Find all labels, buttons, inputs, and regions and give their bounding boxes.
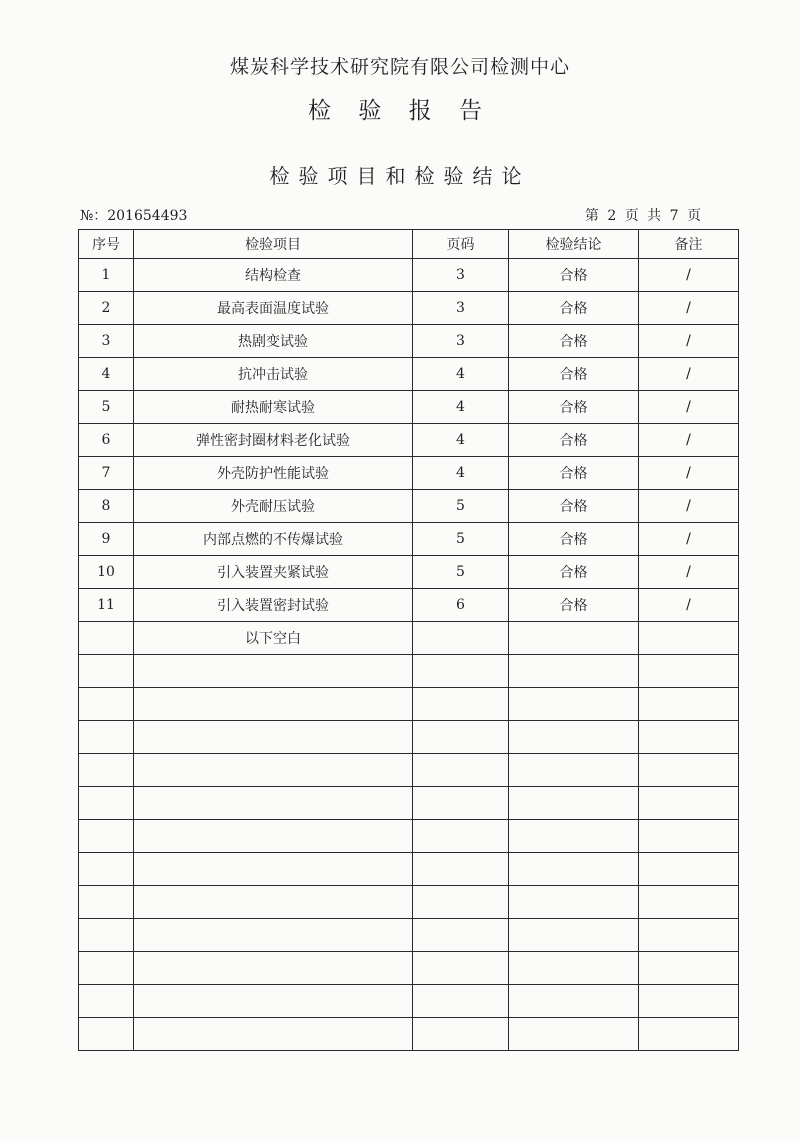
empty-cell	[79, 688, 134, 721]
empty-table-row	[79, 820, 739, 853]
seq-cell: 6	[79, 424, 134, 457]
page-cell: 4	[413, 457, 509, 490]
empty-cell	[413, 820, 509, 853]
remark-cell: /	[639, 589, 739, 622]
empty-cell	[639, 952, 739, 985]
seq-cell: 3	[79, 325, 134, 358]
empty-cell	[509, 919, 639, 952]
header-remark: 备注	[639, 230, 739, 259]
conclusion-cell: 合格	[509, 358, 639, 391]
page-cell: 5	[413, 523, 509, 556]
seq-cell: 5	[79, 391, 134, 424]
empty-cell	[639, 721, 739, 754]
item-cell: 外壳防护性能试验	[134, 457, 413, 490]
empty-cell	[413, 985, 509, 1018]
conclusion-cell	[509, 622, 639, 655]
page-cell: 4	[413, 391, 509, 424]
page-count: 第 2 页 共 7 页	[584, 208, 703, 224]
empty-cell	[134, 688, 413, 721]
seq-cell: 7	[79, 457, 134, 490]
conclusion-cell: 合格	[509, 292, 639, 325]
item-cell: 以下空白	[134, 622, 413, 655]
empty-cell	[639, 919, 739, 952]
seq-cell: 10	[79, 556, 134, 589]
table-row	[79, 292, 739, 325]
empty-cell	[134, 853, 413, 886]
remark-cell: /	[639, 457, 739, 490]
item-cell: 弹性密封圈材料老化试验	[134, 424, 413, 457]
table-row	[79, 424, 739, 457]
empty-cell	[79, 787, 134, 820]
empty-cell	[134, 820, 413, 853]
remark-cell: /	[639, 325, 739, 358]
empty-cell	[134, 787, 413, 820]
item-cell: 引入装置夹紧试验	[134, 556, 413, 589]
remark-cell: /	[639, 424, 739, 457]
empty-cell	[134, 721, 413, 754]
empty-cell	[79, 952, 134, 985]
empty-cell	[509, 787, 639, 820]
table-header-row	[79, 230, 739, 259]
seq-cell: 8	[79, 490, 134, 523]
seq-cell: 4	[79, 358, 134, 391]
seq-cell: 9	[79, 523, 134, 556]
seq-cell	[79, 622, 134, 655]
report-number: №：201654493	[80, 208, 188, 224]
empty-cell	[79, 655, 134, 688]
remark-cell: /	[639, 292, 739, 325]
empty-cell	[509, 952, 639, 985]
empty-cell	[413, 1018, 509, 1051]
empty-cell	[134, 952, 413, 985]
remark-cell: /	[639, 556, 739, 589]
table-row	[79, 259, 739, 292]
table-row	[79, 523, 739, 556]
conclusion-cell: 合格	[509, 523, 639, 556]
empty-cell	[134, 655, 413, 688]
empty-cell	[79, 886, 134, 919]
empty-table-row	[79, 1018, 739, 1051]
remark-cell: /	[639, 259, 739, 292]
conclusion-cell: 合格	[509, 424, 639, 457]
empty-cell	[134, 985, 413, 1018]
empty-table-row	[79, 655, 739, 688]
table-row	[79, 391, 739, 424]
empty-cell	[509, 886, 639, 919]
empty-cell	[639, 886, 739, 919]
table-row	[79, 457, 739, 490]
item-cell: 引入装置密封试验	[134, 589, 413, 622]
empty-cell	[413, 919, 509, 952]
empty-cell	[413, 886, 509, 919]
empty-cell	[639, 787, 739, 820]
empty-cell	[639, 655, 739, 688]
empty-cell	[639, 688, 739, 721]
item-cell: 内部点燃的不传爆试验	[134, 523, 413, 556]
conclusion-cell: 合格	[509, 490, 639, 523]
empty-cell	[413, 721, 509, 754]
table-row	[79, 358, 739, 391]
empty-cell	[79, 1018, 134, 1051]
empty-cell	[509, 820, 639, 853]
empty-cell	[79, 721, 134, 754]
seq-cell: 11	[79, 589, 134, 622]
conclusion-cell: 合格	[509, 556, 639, 589]
empty-table-row	[79, 985, 739, 1018]
empty-cell	[134, 1018, 413, 1051]
page-cell: 5	[413, 556, 509, 589]
empty-cell	[79, 754, 134, 787]
empty-cell	[509, 754, 639, 787]
empty-table-row	[79, 721, 739, 754]
remark-cell: /	[639, 490, 739, 523]
empty-cell	[509, 655, 639, 688]
empty-cell	[639, 820, 739, 853]
empty-cell	[509, 721, 639, 754]
header-page: 页码	[413, 230, 509, 259]
table-body	[79, 259, 739, 1051]
conclusion-cell: 合格	[509, 325, 639, 358]
seq-cell: 1	[79, 259, 134, 292]
page-cell: 3	[413, 259, 509, 292]
conclusion-cell: 合格	[509, 457, 639, 490]
table-row	[79, 589, 739, 622]
empty-cell	[509, 688, 639, 721]
remark-cell: /	[639, 358, 739, 391]
item-cell: 抗冲击试验	[134, 358, 413, 391]
empty-cell	[79, 985, 134, 1018]
empty-table-row	[79, 754, 739, 787]
empty-cell	[509, 1018, 639, 1051]
table-row	[79, 490, 739, 523]
empty-cell	[639, 853, 739, 886]
remark-cell: /	[639, 523, 739, 556]
page-cell	[413, 622, 509, 655]
empty-cell	[134, 754, 413, 787]
empty-cell	[79, 820, 134, 853]
empty-cell	[639, 754, 739, 787]
table-row	[79, 622, 739, 655]
remark-cell	[639, 622, 739, 655]
header-seq: 序号	[79, 230, 134, 259]
header-item: 检验项目	[134, 230, 413, 259]
page-cell: 4	[413, 424, 509, 457]
empty-cell	[413, 655, 509, 688]
conclusion-cell: 合格	[509, 391, 639, 424]
conclusion-cell: 合格	[509, 259, 639, 292]
header-conclusion: 检验结论	[509, 230, 639, 259]
conclusion-cell: 合格	[509, 589, 639, 622]
empty-cell	[134, 919, 413, 952]
empty-cell	[79, 919, 134, 952]
item-cell: 结构检查	[134, 259, 413, 292]
item-cell: 外壳耐压试验	[134, 490, 413, 523]
page-cell: 3	[413, 292, 509, 325]
empty-cell	[413, 688, 509, 721]
table-row	[79, 556, 739, 589]
item-cell: 耐热耐寒试验	[134, 391, 413, 424]
empty-table-row	[79, 952, 739, 985]
empty-cell	[134, 886, 413, 919]
report-title: 检 验 报 告	[308, 98, 492, 124]
page-cell: 3	[413, 325, 509, 358]
empty-table-row	[79, 853, 739, 886]
empty-cell	[413, 754, 509, 787]
empty-cell	[639, 985, 739, 1018]
empty-cell	[413, 853, 509, 886]
page-cell: 6	[413, 589, 509, 622]
empty-cell	[509, 853, 639, 886]
empty-table-row	[79, 886, 739, 919]
empty-cell	[413, 952, 509, 985]
organization-name: 煤炭科学技术研究院有限公司检测中心	[229, 56, 570, 78]
page-cell: 4	[413, 358, 509, 391]
empty-cell	[639, 1018, 739, 1051]
empty-cell	[509, 985, 639, 1018]
empty-table-row	[79, 688, 739, 721]
item-cell: 最高表面温度试验	[134, 292, 413, 325]
seq-cell: 2	[79, 292, 134, 325]
empty-cell	[79, 853, 134, 886]
remark-cell: /	[639, 391, 739, 424]
page-cell: 5	[413, 490, 509, 523]
table-row	[79, 325, 739, 358]
inspection-table	[78, 229, 739, 1051]
item-cell: 热剧变试验	[134, 325, 413, 358]
section-title: 检验项目和检验结论	[269, 164, 531, 188]
empty-table-row	[79, 787, 739, 820]
empty-table-row	[79, 919, 739, 952]
empty-cell	[413, 787, 509, 820]
